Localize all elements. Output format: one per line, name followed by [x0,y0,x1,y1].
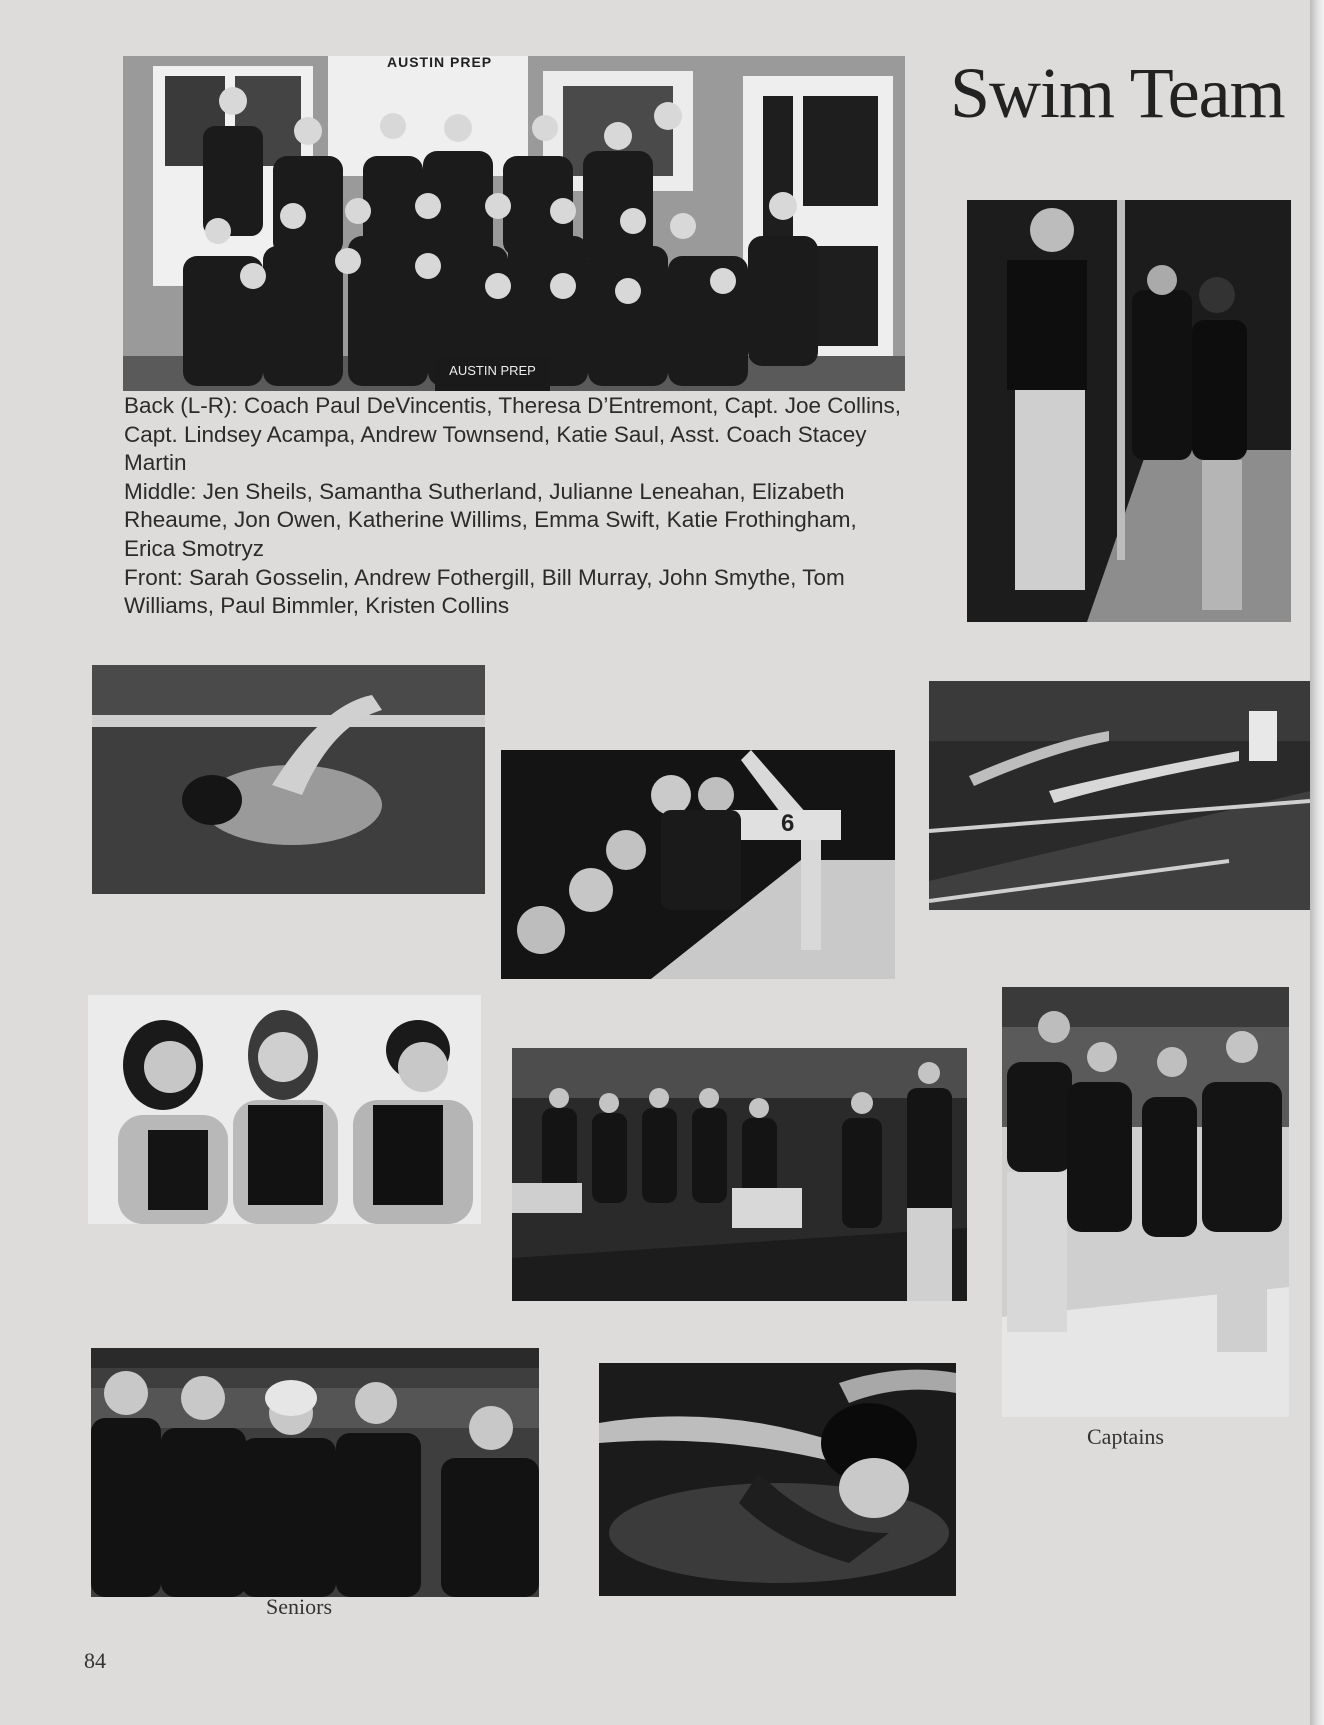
banner-text: AUSTIN PREP [387,56,493,70]
captains-photo [1002,987,1289,1417]
freestyle-swimmer-photo [92,665,485,894]
three-swimmers-photo [88,995,481,1224]
roster-front-row: Front: Sarah Gosselin, Andrew Fothergill, Bill Murray, John Smythe, Tom Williams, Paul Bimmler, Kristen Collins [124,564,845,619]
pool-deck-team-photo [512,1048,967,1301]
seniors-caption: Seniors [266,1594,332,1619]
team-roster-caption [124,392,904,621]
swimmer-breathing-photo [599,1363,956,1596]
swimmers-pool-wall-photo [501,750,895,979]
page-number: 84 [84,1648,106,1673]
page-gutter-edge [1310,0,1324,1725]
captains-caption: Captains [1087,1424,1164,1449]
team-group-photo [123,56,905,391]
team-sign-text: AUSTIN PREP [449,363,536,378]
coach-swimmer-photo [967,200,1291,622]
page-title: Swim Team [950,53,1285,133]
lane-number: 6 [781,810,795,837]
seniors-photo [91,1348,539,1597]
divers-start-photo [929,681,1310,910]
roster-middle-row: Middle: Jen Sheils, Samantha Sutherland, Julianne Leneahan, Elizabeth Rheaume, Jon Owen, Katherine Willims, Emma Swift, Katie Frothingham, Erica Smotryz [124,478,857,561]
roster-back-row: Back (L-R): Coach Paul DeVincentis, Theresa D’Entremont, Capt. Joe Collins, Capt. Lindsey Acampa, Andrew Townsend, Katie Saul, Asst. Coach Stacey Martin [124,393,902,476]
